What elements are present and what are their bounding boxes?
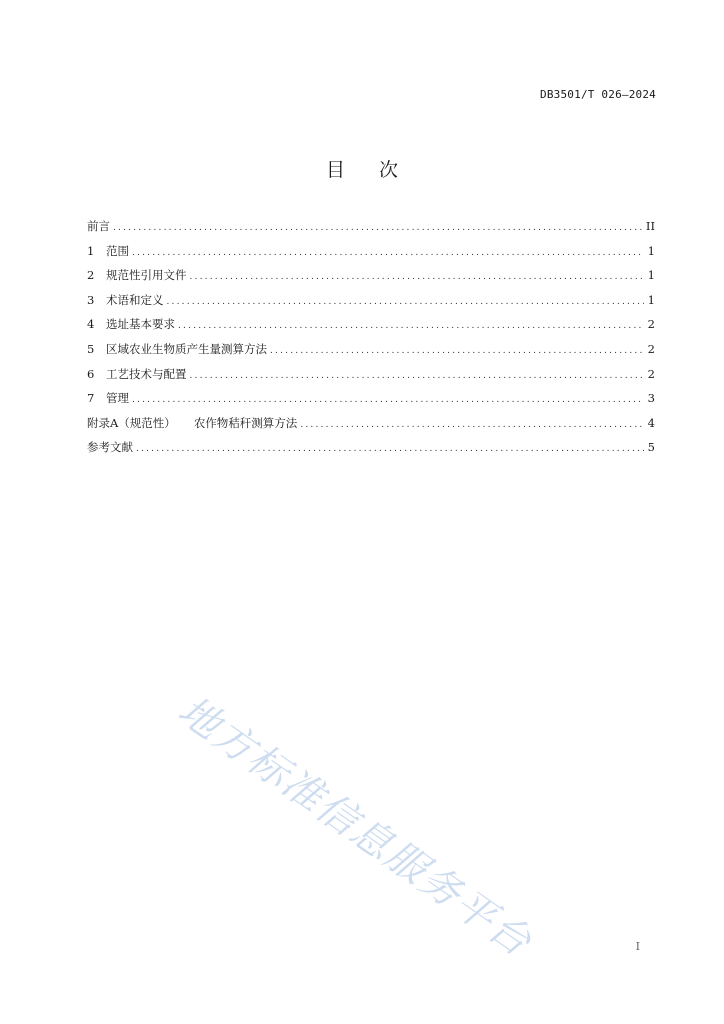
toc-dot-leader [190, 272, 645, 282]
toc-dot-leader [136, 444, 644, 454]
toc-entry-label: 区域农业生物质产生量测算方法 [106, 341, 267, 356]
toc-entry-page: 5 [647, 440, 655, 455]
toc-entry-scope[interactable] [87, 243, 655, 268]
toc-entry-page: 1 [647, 268, 655, 283]
toc-dot-leader [167, 297, 645, 307]
page-title [0, 155, 724, 182]
toc-entry-number: 3 [87, 292, 95, 307]
toc-entry-page: 2 [647, 366, 655, 381]
toc-entry-bibliography[interactable] [87, 439, 655, 464]
toc-entry-number: 2 [87, 268, 95, 283]
toc-entry-site-requirements[interactable] [87, 316, 655, 341]
toc-entry-number: 1 [87, 243, 95, 258]
toc-dot-leader [190, 371, 645, 381]
toc-entry-page: 3 [647, 391, 655, 406]
toc-entry-label: 参考文献 [87, 440, 133, 455]
toc-dot-leader [178, 321, 644, 331]
page-title-char-1: 目 [325, 159, 345, 181]
toc-dot-leader [132, 248, 644, 258]
toc-entry-terms-definitions[interactable] [87, 292, 655, 317]
toc-dot-leader [113, 223, 643, 233]
toc-entry-appendix-prefix: 附录A（规范性） [87, 415, 176, 430]
toc-entry-page: 1 [647, 243, 655, 258]
toc-entry-appendix-a[interactable] [87, 415, 655, 440]
toc-entry-label: 术语和定义 [106, 292, 164, 307]
toc-entry-label: 规范性引用文件 [106, 268, 187, 283]
toc-entry-label: 管理 [106, 391, 129, 406]
toc-dot-leader [300, 420, 644, 430]
toc-entry-number: 6 [87, 366, 95, 381]
toc-entry-label: 范围 [106, 243, 129, 258]
toc-entry-label: 前言 [87, 219, 110, 233]
toc-entry-number: 5 [87, 341, 95, 356]
page-number: I [635, 940, 640, 953]
toc-entry-label: 选址基本要求 [106, 317, 175, 332]
toc-entry-page: 2 [647, 341, 655, 356]
toc-entry-number: 7 [87, 391, 95, 406]
table-of-contents [87, 218, 655, 464]
toc-entry-foreword[interactable] [87, 218, 655, 243]
toc-entry-page: 1 [647, 292, 655, 307]
toc-entry-biomass-calculation[interactable] [87, 341, 655, 366]
toc-entry-label: 工艺技术与配置 [106, 366, 187, 381]
toc-entry-management[interactable] [87, 390, 655, 415]
document-code: DB3501/T 026—2024 [540, 88, 656, 101]
toc-entry-label: 农作物秸秆测算方法 [193, 415, 298, 430]
toc-entry-page: II [645, 219, 655, 233]
toc-entry-process-technology[interactable] [87, 366, 655, 391]
page-title-char-2: 次 [379, 159, 399, 181]
toc-entry-number: 4 [87, 317, 95, 332]
toc-entry-page: 4 [647, 415, 655, 430]
watermark: 地方标准信息服务平台 [169, 687, 541, 967]
toc-dot-leader [132, 395, 644, 405]
toc-entry-page: 2 [647, 317, 655, 332]
toc-entry-normative-references[interactable] [87, 267, 655, 292]
toc-dot-leader [270, 346, 644, 356]
